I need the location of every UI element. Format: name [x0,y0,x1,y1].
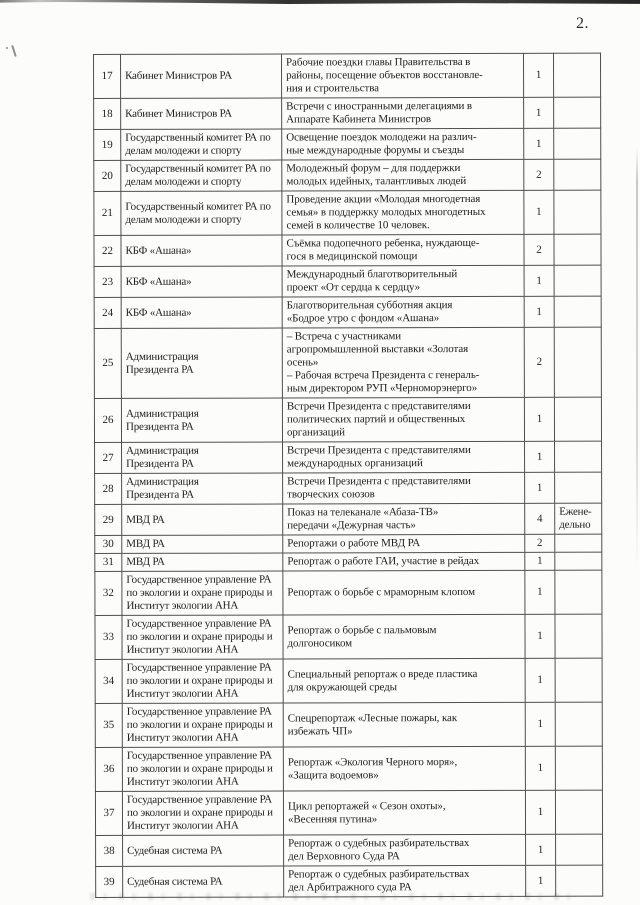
table-row [96,865,603,897]
organization-cell: Кабинет Министров РА [121,98,282,129]
activity-description-cell: Репортаж о борьбе с мраморным клопом [283,570,525,615]
page-number: 2. [576,15,589,32]
count-cell: 1 [524,128,554,159]
table-row [94,97,601,129]
table-row [94,53,601,98]
count-cell: 1 [525,570,555,614]
organization-cell: МВД РА [122,553,283,571]
note-cell [555,790,602,834]
activity-description-cell: – Встреча с участниками агропромышленной выставки «Золотая осень» – Рабочая встреча Президента с генераль- ным директором РУП «Черноморэнерго» [282,327,524,398]
count-cell: 1 [523,53,553,97]
organization-cell: Судебная система РА [123,866,284,897]
count-cell: 1 [525,658,555,702]
count-cell: 1 [524,296,554,327]
row-number-cell: 25 [94,328,121,398]
activity-description-cell: Показ на телеканале «Абаза-ТВ» передачи «Дежурная часть» [283,503,525,535]
activity-description-cell: Репортаж о судебных разбирательствах дел Верховного Суда РА [284,834,526,866]
table-row [95,570,602,615]
count-cell: 2 [525,534,555,552]
table-row [94,265,601,297]
count-cell: 1 [525,790,555,834]
scan-right-line-artifact [636,148,638,568]
note-cell [555,534,602,552]
note-cell [553,53,600,97]
row-number-cell: 30 [95,535,122,553]
note-cell [554,128,601,159]
activity-description-cell: Встречи с иностранными делегациями в Аппарате Кабинета Министров [282,97,524,129]
count-cell: 1 [525,746,555,790]
note-cell [555,746,602,790]
activity-description-cell: Рабочие поездки главы Правительства в районы, посещение объектов восстановле- ния и строительства [282,53,524,98]
note-cell [554,397,601,441]
table-row [94,327,601,398]
organization-cell: Государственный комитет РА по делам молодежи и спорту [121,160,282,191]
count-cell: 1 [525,472,555,503]
activity-description-cell: Освещение поездок молодежи на различ- ные международные форумы и съезды [282,128,524,160]
note-cell: Ежене- дельно [555,503,602,534]
organization-cell: МВД РА [122,504,283,535]
note-cell [554,97,601,128]
activity-description-cell: Встречи Президента с представителями творческих союзов [283,472,525,504]
organization-cell: КБФ «Ашана» [121,297,282,328]
table-row [95,702,602,747]
count-cell: 1 [525,702,555,746]
activity-description-cell: Благотворительная субботняя акция «Бодрое утро с фондом «Ашана» [282,296,524,328]
count-cell: 1 [524,397,554,441]
note-cell [555,472,602,503]
row-number-cell: 36 [95,747,122,791]
activity-description-cell: Встречи Президента с представителями политических партий и общественных организаций [282,397,524,442]
scan-top-edge-artifact [0,0,640,5]
activity-description-cell: Встречи Президента с представителями международных организаций [283,441,525,473]
row-number-cell: 24 [94,297,121,328]
table-row [95,746,602,791]
note-cell [555,570,602,614]
table-row [95,552,602,571]
pen-mark-stroke-artifact [11,45,16,57]
table-row [95,790,602,835]
note-cell [556,834,603,865]
note-cell [554,265,601,296]
count-cell: 1 [524,97,554,128]
note-cell [555,658,602,702]
report-table-body [94,53,603,897]
row-number-cell: 37 [95,791,122,835]
table-row [95,658,602,703]
row-number-cell: 20 [94,160,121,191]
organization-cell: КБФ «Ашана» [121,235,282,266]
table-row [95,614,602,659]
note-cell [554,296,601,327]
organization-cell: Кабинет Министров РА [121,54,282,98]
organization-cell: Администрация Президента РА [121,328,282,398]
table-row [95,441,602,473]
activity-description-cell: Молодежный форум – для поддержки молодых идейных, талантливых людей [282,159,524,191]
organization-cell: Государственное управление РА по экологии и охране природы и Институт экологии АНА [122,703,283,747]
organization-cell: Администрация Президента РА [122,442,283,473]
table-row [95,472,602,504]
note-cell [555,552,602,570]
row-number-cell: 38 [96,835,123,866]
table-row [94,190,601,235]
activity-description-cell: Репортаж о работе ГАИ, участие в рейдах [283,552,525,571]
organization-cell: Государственное управление РА по экологии и охране природы и Институт экологии АНА [122,659,283,703]
row-number-cell: 23 [94,266,121,297]
activity-description-cell: Международный благотворительный проект «От сердца к сердцу» [282,265,524,297]
activity-description-cell: Репортаж «Экология Черного моря», «Защита водоемов» [283,746,525,791]
organization-cell: Судебная система РА [123,835,284,866]
row-number-cell: 31 [95,553,122,571]
count-cell: 1 [526,865,556,896]
organization-cell: Государственный комитет РА по делам молодежи и спорту [121,129,282,160]
activity-description-cell: Спецрепортаж «Лесные пожары, как избежать ЧП» [283,702,525,747]
activity-description-cell: Репортажи о работе МВД РА [283,534,525,553]
count-cell: 2 [524,234,554,265]
row-number-cell: 33 [95,615,122,659]
note-cell [554,159,601,190]
activity-description-cell: Цикл репортажей « Сезон охоты», «Весенняя путина» [283,790,525,835]
count-cell: 1 [525,441,555,472]
row-number-cell: 28 [95,473,122,504]
note-cell [555,614,602,658]
table-row [94,128,601,160]
row-number-cell: 21 [94,191,121,235]
row-number-cell: 19 [94,129,121,160]
note-cell [555,702,602,746]
report-table [93,53,603,898]
note-cell [554,327,601,397]
organization-cell: Государственное управление РА по экологии и охране природы и Институт экологии АНА [122,747,283,791]
count-cell: 4 [525,503,555,534]
row-number-cell: 17 [94,54,121,98]
count-cell: 1 [525,552,555,570]
row-number-cell: 34 [95,659,122,703]
table-row [94,159,601,191]
row-number-cell: 18 [94,98,121,129]
organization-cell: КБФ «Ашана» [121,266,282,297]
organization-cell: Администрация Президента РА [121,398,282,442]
row-number-cell: 26 [94,398,121,442]
row-number-cell: 27 [95,442,122,473]
table-row [95,503,602,535]
count-cell: 1 [525,614,555,658]
pen-mark-dot-artifact [6,47,8,49]
organization-cell: Государственное управление РА по экологии и охране природы и Институт экологии АНА [122,571,283,615]
table-row [94,397,601,442]
note-cell [556,865,603,896]
organization-cell: Администрация Президента РА [122,473,283,504]
activity-description-cell: Специальный репортаж о вреде пластика для окружающей среды [283,658,525,703]
note-cell [554,234,601,265]
note-cell [554,190,601,234]
activity-description-cell: Репортаж о судебных разбирательствах дел Арбитражного суда РА [284,865,526,897]
count-cell: 1 [524,190,554,234]
table-row [94,296,601,328]
activity-description-cell: Проведение акции «Молодая многодетная семья» в поддержку молодых многодетных семей в количестве 10 человек. [282,190,524,235]
row-number-cell: 32 [95,571,122,615]
count-cell: 1 [524,265,554,296]
activity-description-cell: Репортаж о борьбе с пальмовым долгоносиком [283,614,525,659]
table-row [95,534,602,553]
organization-cell: Государственное управление РА по экологии и охране природы и Институт экологии АНА [122,791,283,835]
row-number-cell: 35 [95,703,122,747]
table-row [96,834,603,866]
organization-cell: МВД РА [122,535,283,553]
count-cell: 2 [524,159,554,190]
row-number-cell: 29 [95,504,122,535]
note-cell [555,441,602,472]
count-cell: 1 [526,834,556,865]
organization-cell: Государственное управление РА по экологии и охране природы и Институт экологии АНА [122,615,283,659]
count-cell: 2 [524,327,554,397]
table-row [94,234,601,266]
activity-description-cell: Съёмка подопечного ребенка, нуждающе- гося в медицинской помощи [282,234,524,266]
row-number-cell: 22 [94,235,121,266]
organization-cell: Государственный комитет РА по делам молодежи и спорту [121,191,282,235]
row-number-cell: 39 [96,866,123,897]
